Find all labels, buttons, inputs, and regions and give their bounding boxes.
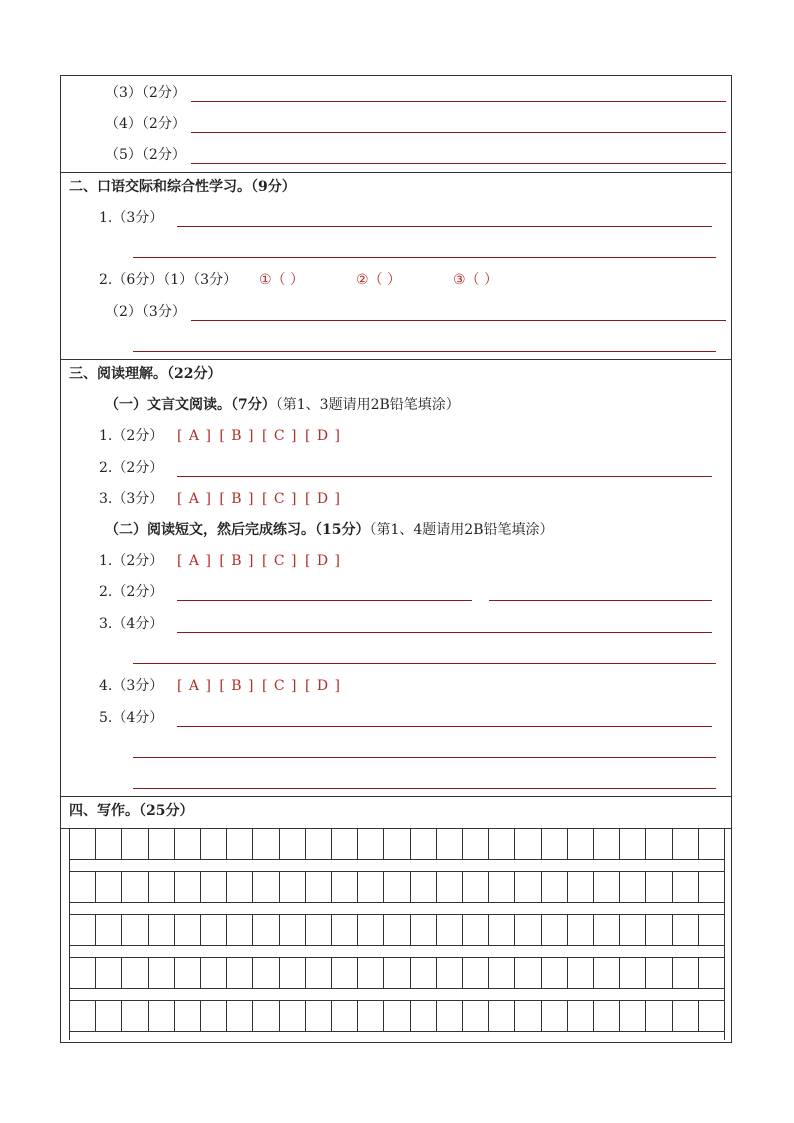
s3-part2-title: （二）阅读短文，然后完成练习。（15分）	[105, 522, 370, 538]
writing-grid-cell[interactable]	[227, 915, 253, 945]
s3-p2-q2-answer-line-1[interactable]	[177, 600, 472, 601]
writing-grid-cell[interactable]	[411, 915, 437, 945]
writing-grid-cell[interactable]	[699, 1001, 724, 1031]
writing-grid-cell[interactable]	[306, 872, 332, 902]
writing-grid-cell[interactable]	[411, 958, 437, 988]
s3-part1-note: （第1、3题请用2B铅笔填涂）	[275, 397, 460, 413]
writing-grid-cell[interactable]	[568, 1001, 594, 1031]
writing-grid-cell[interactable]	[384, 872, 410, 902]
writing-grid-cell[interactable]	[149, 829, 175, 859]
writing-grid-cell[interactable]	[149, 915, 175, 945]
writing-grid-cell[interactable]	[489, 915, 515, 945]
writing-grid-row	[69, 1000, 725, 1032]
writing-grid-cell[interactable]	[70, 958, 96, 988]
writing-grid-cell[interactable]	[620, 958, 646, 988]
s2-q2-sub-answer-line-2[interactable]	[133, 351, 716, 352]
writing-grid-cell[interactable]	[306, 1001, 332, 1031]
writing-grid-cell[interactable]	[253, 1001, 279, 1031]
writing-grid-cell[interactable]	[227, 829, 253, 859]
writing-grid-cell[interactable]	[463, 1001, 489, 1031]
writing-grid-cell[interactable]	[280, 829, 306, 859]
writing-grid-row-gap	[69, 860, 725, 871]
writing-grid-cell[interactable]	[149, 872, 175, 902]
writing-grid-cell[interactable]	[122, 915, 148, 945]
option-b[interactable]: [ B ]	[219, 428, 255, 444]
writing-grid-cell[interactable]	[568, 915, 594, 945]
writing-grid-cell[interactable]	[673, 915, 699, 945]
s3-p2-q3-answer-line[interactable]	[177, 632, 712, 633]
s1-item-5-label: （5）（2分）	[105, 147, 186, 163]
writing-grid-cell[interactable]	[463, 958, 489, 988]
writing-grid-cell[interactable]	[646, 829, 672, 859]
writing-grid-row	[69, 914, 725, 946]
writing-grid-cell[interactable]	[384, 829, 410, 859]
writing-grid-cell[interactable]	[253, 958, 279, 988]
writing-grid-row-gap	[69, 989, 725, 1000]
section3-heading: 三、阅读理解。（22分）	[69, 366, 222, 382]
s3-p1-q3-label: 3.（3分）	[99, 491, 164, 507]
writing-grid-cell[interactable]	[306, 829, 332, 859]
s2-q2-blank-1[interactable]: ①（ ）	[259, 272, 305, 288]
writing-grid-cell[interactable]	[96, 958, 122, 988]
s3-p1-q2-label: 2.（2分）	[99, 460, 164, 476]
writing-grid-cell[interactable]	[280, 1001, 306, 1031]
writing-grid-cell[interactable]	[175, 1001, 201, 1031]
writing-grid-cell[interactable]	[646, 958, 672, 988]
s3-part2-title-wrap	[105, 522, 554, 538]
writing-grid-row-gap	[69, 903, 725, 914]
writing-grid-cell[interactable]	[332, 829, 358, 859]
writing-grid-cell[interactable]	[70, 915, 96, 945]
writing-grid-cell[interactable]	[594, 915, 620, 945]
writing-grid-cell[interactable]	[542, 872, 568, 902]
s2-q2-label: 2.（6分）（1）（3分）	[99, 272, 238, 288]
writing-grid-cell[interactable]	[437, 958, 463, 988]
writing-grid-cell[interactable]	[384, 1001, 410, 1031]
divider	[61, 172, 731, 173]
writing-grid-cell[interactable]	[542, 829, 568, 859]
writing-grid-cell[interactable]	[358, 829, 384, 859]
writing-grid-cell[interactable]	[122, 872, 148, 902]
writing-grid-cell[interactable]	[411, 1001, 437, 1031]
option-b[interactable]: [ B ]	[219, 491, 255, 507]
writing-grid-cell[interactable]	[332, 872, 358, 902]
writing-grid-row	[69, 828, 725, 860]
writing-grid-cell[interactable]	[673, 1001, 699, 1031]
s1-item-4-label: （4）（2分）	[105, 116, 186, 132]
writing-grid-cell[interactable]	[437, 915, 463, 945]
writing-grid-cell[interactable]	[515, 872, 541, 902]
writing-grid-cell[interactable]	[620, 872, 646, 902]
writing-grid-cell[interactable]	[122, 958, 148, 988]
writing-grid-cell[interactable]	[515, 915, 541, 945]
s2-q1-answer-line-2[interactable]	[133, 257, 716, 258]
option-a[interactable]: [ A ]	[177, 491, 212, 507]
s3-p1-q1-options[interactable]	[177, 428, 343, 444]
s3-part1-title-wrap	[105, 397, 460, 413]
writing-grid-cell[interactable]	[594, 872, 620, 902]
s3-p1-q1-label: 1.（2分）	[99, 428, 164, 444]
option-c[interactable]: [ C ]	[261, 553, 298, 569]
writing-grid-cell[interactable]	[489, 1001, 515, 1031]
writing-grid-cell[interactable]	[437, 829, 463, 859]
writing-grid-cell[interactable]	[358, 958, 384, 988]
writing-grid-cell[interactable]	[175, 872, 201, 902]
option-d[interactable]: [ D ]	[304, 491, 342, 507]
writing-grid-cell[interactable]	[175, 958, 201, 988]
s3-p2-q5-answer-line-3[interactable]	[133, 788, 716, 789]
writing-grid-row-gap	[69, 1032, 725, 1040]
answer-sheet	[60, 75, 732, 1043]
option-c[interactable]: [ C ]	[261, 678, 298, 694]
writing-grid-cell[interactable]	[201, 958, 227, 988]
s1-item-3-answer-line[interactable]	[191, 101, 726, 102]
divider	[61, 359, 731, 360]
writing-grid-cell[interactable]	[175, 829, 201, 859]
option-c[interactable]: [ C ]	[261, 428, 298, 444]
writing-grid-cell[interactable]	[594, 829, 620, 859]
writing-grid-cell[interactable]	[463, 915, 489, 945]
writing-grid-cell[interactable]	[699, 915, 724, 945]
s3-part1-title: （一）文言文阅读。（7分）	[105, 397, 276, 413]
s2-q2-sub-label: （2）（3分）	[105, 304, 186, 320]
writing-grid-cell[interactable]	[358, 915, 384, 945]
s3-p2-q5-label: 5.（4分）	[99, 710, 164, 726]
writing-grid-cell[interactable]	[594, 958, 620, 988]
s3-p2-q5-answer-line[interactable]	[177, 726, 712, 727]
s1-item-5-answer-line[interactable]	[191, 163, 726, 164]
writing-grid-cell[interactable]	[699, 958, 724, 988]
option-c[interactable]: [ C ]	[261, 491, 298, 507]
writing-grid-cell[interactable]	[175, 915, 201, 945]
writing-grid-cell[interactable]	[149, 958, 175, 988]
s3-p1-q2-answer-line[interactable]	[177, 476, 712, 477]
writing-grid-cell[interactable]	[253, 915, 279, 945]
option-a[interactable]: [ A ]	[177, 678, 212, 694]
writing-grid-cell[interactable]	[201, 915, 227, 945]
writing-grid-cell[interactable]	[149, 1001, 175, 1031]
writing-grid-cell[interactable]	[620, 1001, 646, 1031]
writing-grid-cell[interactable]	[280, 958, 306, 988]
s3-p2-q1-options[interactable]	[177, 553, 343, 569]
writing-grid-cell[interactable]	[70, 1001, 96, 1031]
writing-grid-cell[interactable]	[70, 829, 96, 859]
writing-grid-cell[interactable]	[201, 1001, 227, 1031]
writing-grid-cell[interactable]	[646, 915, 672, 945]
writing-grid-cell[interactable]	[542, 1001, 568, 1031]
s2-q1-answer-line[interactable]	[177, 226, 712, 227]
writing-grid-cell[interactable]	[568, 829, 594, 859]
writing-grid-cell[interactable]	[306, 915, 332, 945]
option-d[interactable]: [ D ]	[304, 678, 342, 694]
writing-grid-cell[interactable]	[489, 872, 515, 902]
option-a[interactable]: [ A ]	[177, 553, 212, 569]
writing-grid-cell[interactable]	[673, 872, 699, 902]
writing-grid-cell[interactable]	[96, 872, 122, 902]
writing-grid-cell[interactable]	[515, 1001, 541, 1031]
writing-grid-cell[interactable]	[594, 1001, 620, 1031]
s2-q2-blank-2[interactable]: ②（ ）	[356, 272, 402, 288]
writing-grid-cell[interactable]	[699, 872, 724, 902]
writing-grid-cell[interactable]	[437, 1001, 463, 1031]
writing-grid-cell[interactable]	[96, 1001, 122, 1031]
writing-grid-cell[interactable]	[437, 872, 463, 902]
writing-grid-cell[interactable]	[411, 872, 437, 902]
writing-grid-cell[interactable]	[201, 829, 227, 859]
option-b[interactable]: [ B ]	[219, 678, 255, 694]
writing-grid-cell[interactable]	[70, 872, 96, 902]
writing-grid-cell[interactable]	[646, 1001, 672, 1031]
s3-p2-q2-answer-line-2[interactable]	[489, 600, 712, 601]
writing-grid-cell[interactable]	[463, 829, 489, 859]
writing-grid-cell[interactable]	[673, 829, 699, 859]
s2-q2-sub-answer-line[interactable]	[191, 320, 726, 321]
s1-item-3-label: （3）（2分）	[105, 85, 186, 101]
section2-heading: 二、口语交际和综合性学习。（9分）	[69, 179, 296, 195]
writing-grid-cell[interactable]	[542, 958, 568, 988]
option-d[interactable]: [ D ]	[304, 553, 342, 569]
s3-p2-q3-label: 3.（4分）	[99, 616, 164, 632]
writing-grid-cell[interactable]	[332, 915, 358, 945]
writing-grid-cell[interactable]	[463, 872, 489, 902]
writing-grid-cell[interactable]	[253, 829, 279, 859]
writing-grid-cell[interactable]	[201, 872, 227, 902]
writing-grid-cell[interactable]	[515, 829, 541, 859]
s3-p2-q3-answer-line-2[interactable]	[133, 663, 716, 664]
writing-grid-cell[interactable]	[332, 958, 358, 988]
s3-p2-q2-label: 2.（2分）	[99, 584, 164, 600]
option-a[interactable]: [ A ]	[177, 428, 212, 444]
s1-item-4-answer-line[interactable]	[191, 132, 726, 133]
s3-p2-q5-answer-line-2[interactable]	[133, 757, 716, 758]
writing-grid-cell[interactable]	[620, 915, 646, 945]
writing-grid-cell[interactable]	[411, 829, 437, 859]
s3-p2-q4-label: 4.（3分）	[99, 678, 164, 694]
writing-grid-cell[interactable]	[568, 872, 594, 902]
writing-grid-cell[interactable]	[568, 958, 594, 988]
s2-q1-label: 1.（3分）	[99, 210, 164, 226]
writing-grid-cell[interactable]	[227, 958, 253, 988]
s3-p2-q4-options[interactable]	[177, 678, 343, 694]
writing-grid-cell[interactable]	[542, 915, 568, 945]
writing-grid-cell[interactable]	[96, 829, 122, 859]
writing-grid-cell[interactable]	[122, 1001, 148, 1031]
writing-grid-cell[interactable]	[358, 872, 384, 902]
option-b[interactable]: [ B ]	[219, 553, 255, 569]
writing-grid-cell[interactable]	[227, 872, 253, 902]
writing-grid-cell[interactable]	[489, 829, 515, 859]
writing-grid-cell[interactable]	[620, 829, 646, 859]
s2-q2-blank-3[interactable]: ③（ ）	[453, 272, 499, 288]
writing-grid-cell[interactable]	[515, 958, 541, 988]
writing-grid-cell[interactable]	[699, 829, 724, 859]
writing-grid-row	[69, 871, 725, 903]
writing-grid-cell[interactable]	[489, 958, 515, 988]
option-d[interactable]: [ D ]	[304, 428, 342, 444]
writing-grid-cell[interactable]	[358, 1001, 384, 1031]
writing-grid-row	[69, 957, 725, 989]
writing-grid-cell[interactable]	[96, 915, 122, 945]
writing-grid-cell[interactable]	[306, 958, 332, 988]
writing-grid-cell[interactable]	[384, 958, 410, 988]
writing-grid-cell[interactable]	[673, 958, 699, 988]
writing-grid-cell[interactable]	[280, 872, 306, 902]
writing-grid-row-gap	[69, 946, 725, 957]
writing-grid-cell[interactable]	[227, 1001, 253, 1031]
writing-grid-cell[interactable]	[646, 872, 672, 902]
writing-grid-cell[interactable]	[280, 915, 306, 945]
divider	[61, 796, 731, 797]
section4-heading: 四、写作。（25分）	[69, 803, 194, 819]
writing-grid-cell[interactable]	[332, 1001, 358, 1031]
writing-grid-cell[interactable]	[122, 829, 148, 859]
writing-grid-cell[interactable]	[253, 872, 279, 902]
s3-p1-q3-options[interactable]	[177, 491, 343, 507]
s3-p2-q1-label: 1.（2分）	[99, 553, 164, 569]
s3-part2-note: （第1、4题请用2B铅笔填涂）	[369, 522, 554, 538]
writing-grid-cell[interactable]	[384, 915, 410, 945]
